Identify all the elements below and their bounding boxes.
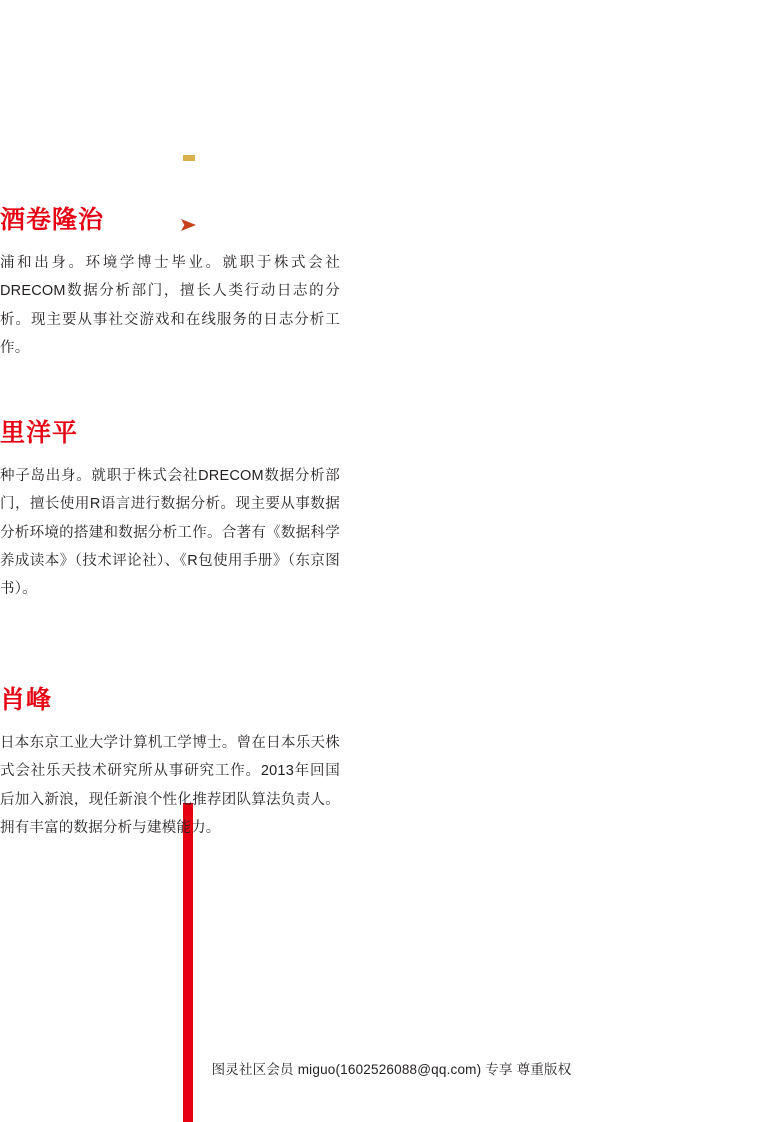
author-description: 浦和出身。环境学博士毕业。就职于株式会社DRECOM数据分析部门，擅长人类行动日志的分析。现主要从事社交游戏和在线服务的日志分析工作。: [0, 255, 340, 356]
gold-dash-icon: [183, 155, 195, 161]
footer-watermark: 图灵社区会员 miguo(1602526088@qq.com) 专享 尊重版权: [211, 1062, 572, 1077]
author-name: 酒卷隆治: [0, 206, 105, 234]
author-name: 肖峰: [0, 686, 53, 714]
author-bio-3: [0, 685, 340, 842]
author-name: 里洋平: [0, 419, 79, 447]
author-description: 日本东京工业大学计算机工学博士。曾在日本乐天株式会社乐天技术研究所从事研究工作。2013年回国后加入新浪，现任新浪个性化推荐团队算法负责人。拥有丰富的数据分析与建模能力。: [0, 735, 340, 836]
author-bio-2: [0, 418, 340, 603]
author-description: 种子岛出身。就职于株式会社DRECOM数据分析部门，擅长使用R语言进行数据分析。现主要从事数据分析环境的搭建和数据分析工作。合著有《数据科学养成读本》（技术评论社）、《R包使用手册》（东京图书）。: [0, 468, 340, 598]
author-bio-1: [0, 205, 340, 362]
